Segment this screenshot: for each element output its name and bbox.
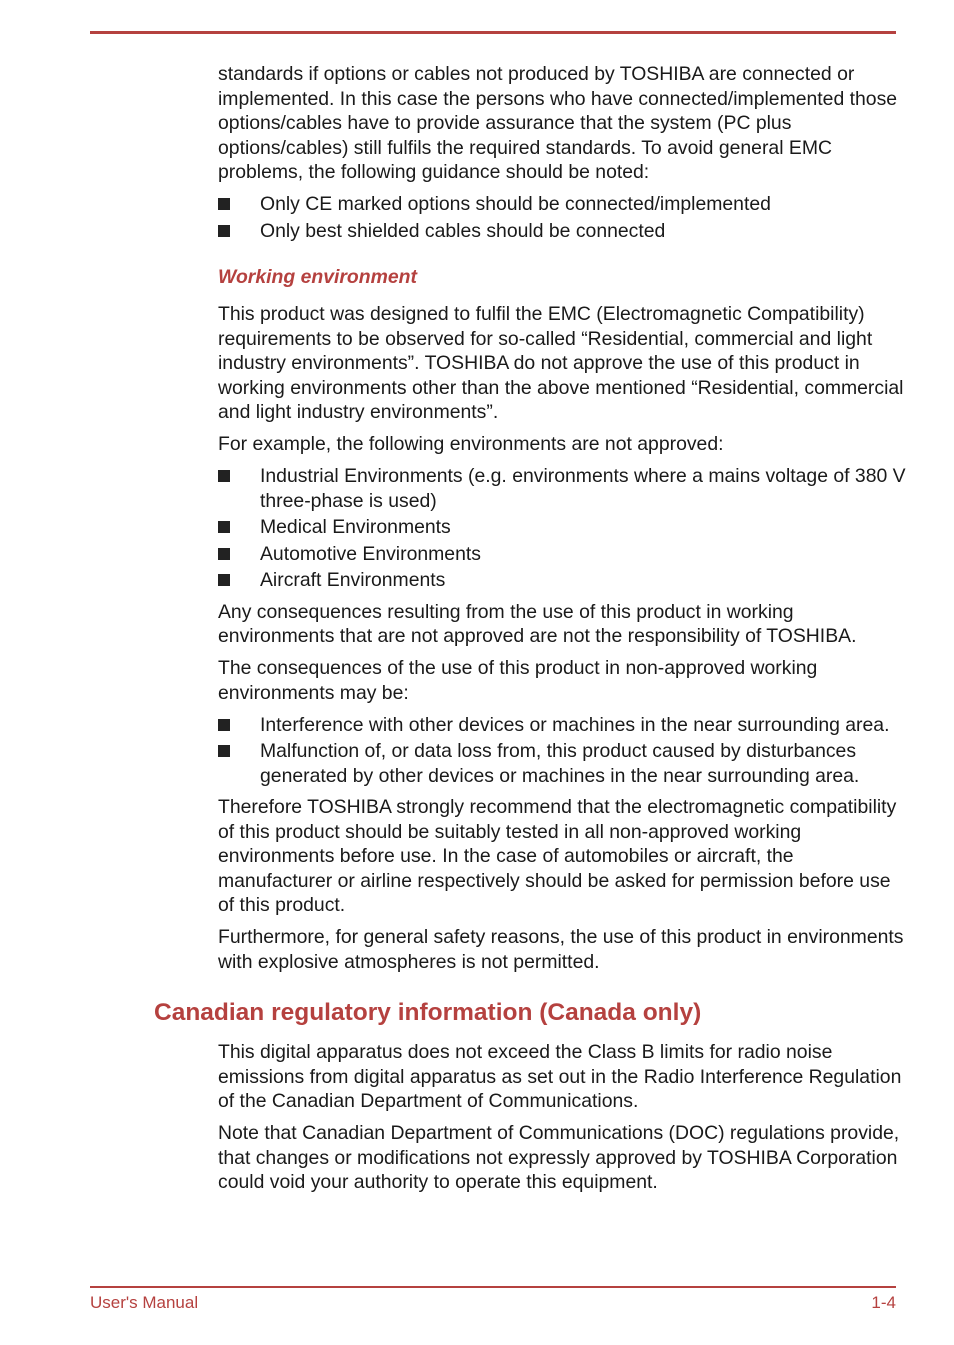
page-content bbox=[154, 62, 908, 1202]
footer-manual-title: User's Manual bbox=[90, 1293, 199, 1312]
list-item-text: Interference with other devices or machines in the near surrounding area. bbox=[260, 713, 890, 736]
list-item bbox=[218, 192, 908, 217]
intro-bullet-list bbox=[218, 192, 908, 243]
working-environment-heading: Working environment bbox=[218, 266, 417, 288]
bullet-square-icon bbox=[218, 225, 230, 237]
working-env-paragraph-5: Therefore TOSHIBA strongly recommend that the electromagnetic compatibility of this product should be suitably tested in all non-approved working environments before use. In the case of automobiles or aircraft, the manufacturer or airline respectively should be asked for permission before use of this product. bbox=[218, 796, 897, 916]
not-approved-environments-list bbox=[218, 464, 908, 593]
bullet-square-icon bbox=[218, 745, 230, 757]
canada-paragraph-1: This digital apparatus does not exceed the Class B limits for radio noise emissions from digital apparatus as set out in the Radio Interference Regulation of the Canadian Department of Communications. bbox=[218, 1041, 902, 1112]
list-item bbox=[218, 713, 908, 738]
working-env-paragraph-6: Furthermore, for general safety reasons, the use of this product in environments with explosive atmospheres is not permitted. bbox=[218, 926, 904, 973]
intro-paragraph: standards if options or cables not produced by TOSHIBA are connected or implemented. In this case the persons who have connected/implemented those options/cables have to provide assurance that the system (PC plus options/cables) still fulfils the required standards. To avoid general EMC problems, the following guidance should be noted: bbox=[218, 63, 898, 183]
bullet-square-icon bbox=[218, 574, 230, 586]
bullet-square-icon bbox=[218, 198, 230, 210]
list-item bbox=[218, 568, 908, 593]
bullet-square-icon bbox=[218, 470, 230, 482]
header-rule bbox=[90, 31, 896, 34]
list-item bbox=[218, 542, 908, 567]
footer-page-number: 1-4 bbox=[871, 1293, 896, 1312]
consequences-list bbox=[218, 713, 908, 789]
working-env-paragraph-1: This product was designed to fulfil the EMC (Electromagnetic Compatibility) requirements to be observed for so-called “Residential, commercial and light industry environments”. TOSHIBA do not approve the use of this product in working environments other than the above mentioned “Residential, commercial and light industry environments”. bbox=[218, 303, 904, 423]
list-item-text: Only CE marked options should be connected/implemented bbox=[260, 193, 771, 215]
bullet-square-icon bbox=[218, 719, 230, 731]
list-item-text: Medical Environments bbox=[260, 516, 451, 538]
working-env-paragraph-2: For example, the following environments are not approved: bbox=[218, 433, 724, 455]
working-env-paragraph-3: Any consequences resulting from the use of this product in working environments that are not approved are not the responsibility of TOSHIBA. bbox=[218, 600, 857, 647]
bullet-square-icon bbox=[218, 548, 230, 560]
canadian-regulatory-heading: Canadian regulatory information (Canada only) bbox=[154, 999, 702, 1026]
list-item bbox=[218, 219, 908, 244]
list-item-text: Industrial Environments (e.g. environments where a mains voltage of 380 V three-phase is used) bbox=[260, 465, 906, 512]
list-item-text: Only best shielded cables should be connected bbox=[260, 219, 666, 242]
list-item bbox=[218, 739, 908, 788]
list-item-text: Malfunction of, or data loss from, this product caused by disturbances generated by other devices or machines in the near surrounding area. bbox=[260, 740, 860, 787]
bullet-square-icon bbox=[218, 521, 230, 533]
list-item bbox=[218, 515, 908, 540]
working-env-paragraph-4: The consequences of the use of this product in non-approved working environments may be: bbox=[218, 657, 818, 704]
list-item bbox=[218, 464, 908, 513]
list-item-text: Automotive Environments bbox=[260, 542, 481, 565]
footer-rule bbox=[90, 1286, 896, 1288]
list-item-text: Aircraft Environments bbox=[260, 569, 446, 591]
canada-paragraph-2: Note that Canadian Department of Communications (DOC) regulations provide, that changes or modifications not expressly approved by TOSHIBA Corporation could void your authority to operate this equipment. bbox=[218, 1122, 900, 1193]
